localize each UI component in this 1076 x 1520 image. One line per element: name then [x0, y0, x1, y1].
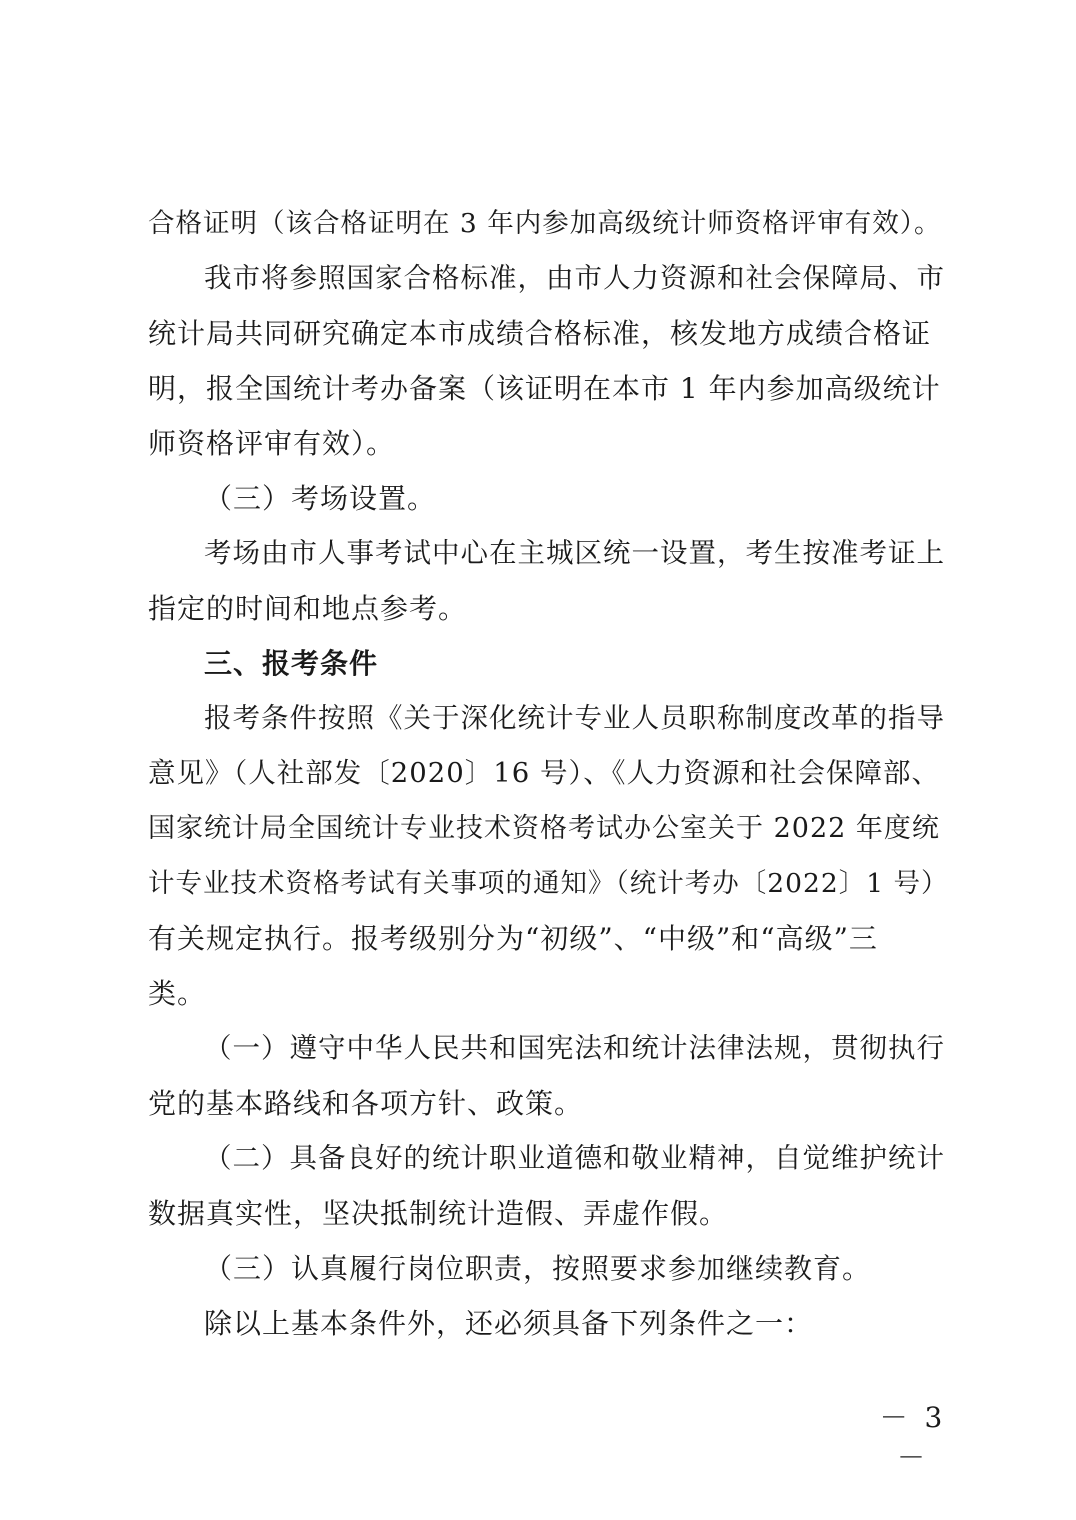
text-line: （三）考场设置。: [204, 482, 437, 515]
text-line: 计专业技术资格考试有关事项的通知》（统计考办〔2022〕1 号）: [148, 868, 949, 899]
text-line: 明，报全国统计考办备案（该证明在本市 1 年内参加高级统计: [148, 372, 941, 405]
text-line: （三）认真履行岗位职责，按照要求参加继续教育。: [204, 1252, 872, 1285]
text-line: 合格证明（该合格证明在 3 年内参加高级统计师资格评审有效）。: [148, 208, 942, 239]
text-line: 国家统计局全国统计专业技术资格考试办公室关于 2022 年度统: [148, 813, 940, 844]
section-heading: 三、报考条件: [204, 647, 379, 680]
text-line: 意见》（人社部发〔2020〕16 号）、《人力资源和社会保障部、: [148, 757, 940, 789]
text-line: （一）遵守中华人民共和国宪法和统计法律法规，贯彻执行: [204, 1032, 945, 1064]
text-line: （二）具备良好的统计职业道德和敬业精神，自觉维护统计: [204, 1142, 945, 1174]
text-line: 报考条件按照《关于深化统计专业人员职称制度改革的指导: [204, 702, 945, 734]
text-line: 指定的时间和地点参考。: [148, 592, 468, 625]
text-line: 类。: [148, 977, 207, 1010]
text-line: 党的基本路线和各项方针、政策。: [148, 1087, 584, 1120]
page-number: － 3 －: [879, 1401, 947, 1474]
text-line: 师资格评审有效）。: [148, 427, 396, 460]
text-line: 考场由市人事考试中心在主城区统一设置，考生按准考证上: [204, 537, 945, 569]
text-line: 除以上基本条件外，还必须具备下列条件之一：: [204, 1307, 814, 1340]
document-body: [148, 196, 948, 1351]
text-line: 数据真实性，坚决抵制统计造假、弄虚作假。: [148, 1197, 729, 1230]
text-line: 统计局共同研究确定本市成绩合格标准，核发地方成绩合格证: [148, 317, 932, 350]
text-line: 我市将参照国家合格标准，由市人力资源和社会保障局、市: [204, 262, 945, 294]
text-line: 有关规定执行。报考级别分为“初级”、“中级”和“高级”三: [148, 922, 878, 955]
